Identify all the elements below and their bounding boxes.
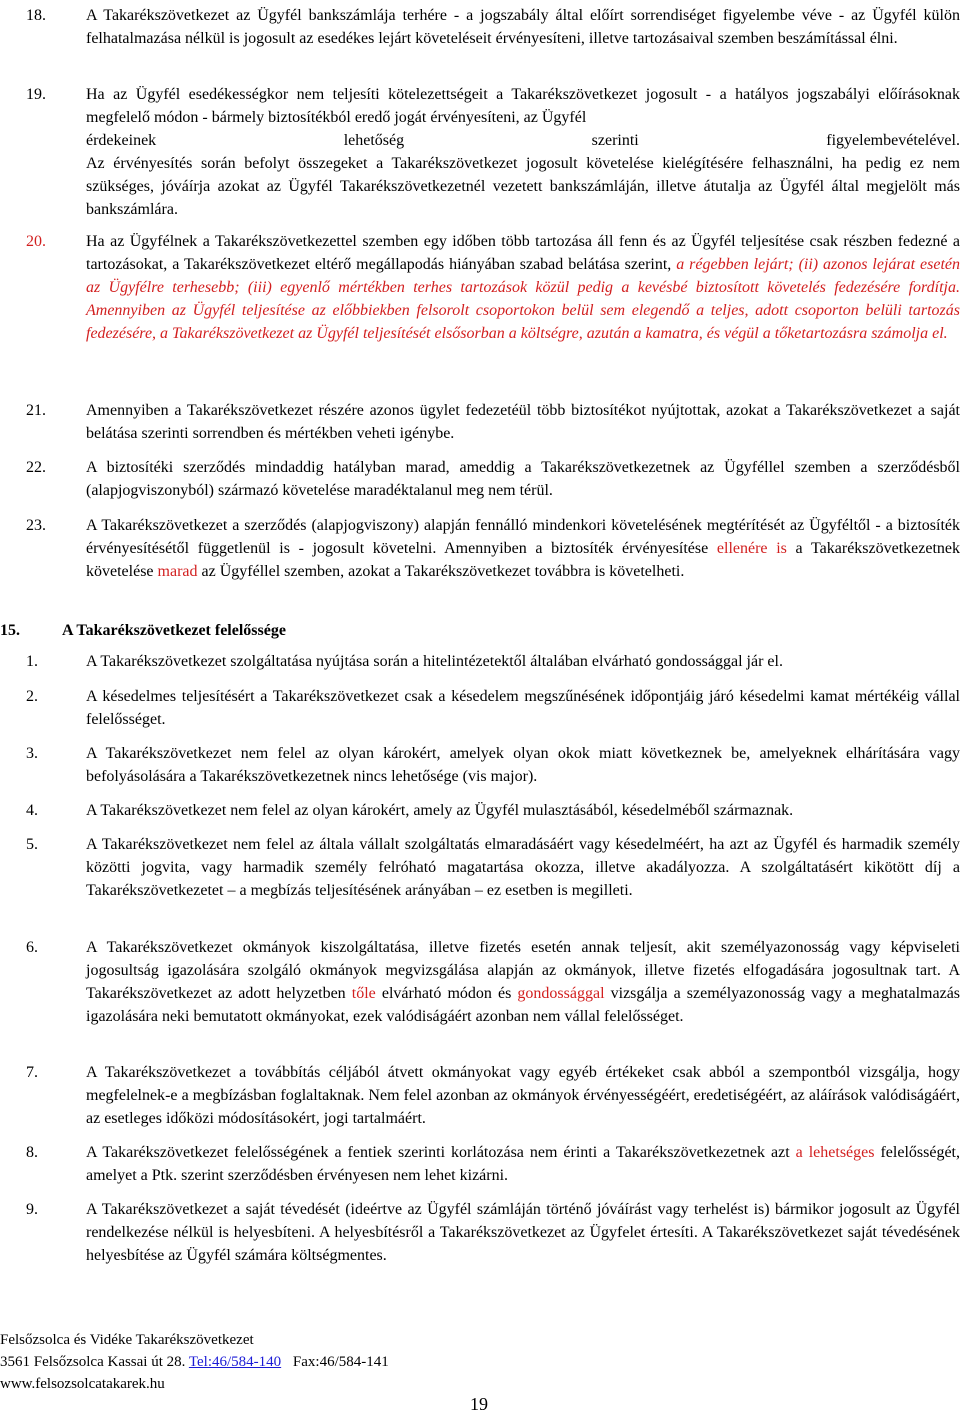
item-text: A Takarékszövetkezet a továbbítás céljából átvett okmányokat vagy egyéb értékeket csak abból a szempontból vizsgálja, hogy megfelelnek-e a megbízásban foglaltaknak. Nem felel azonban az okmányok érvényességéért, eredetiségéért, az aláírások valódiságáért, az esetleges időközi módosításokért, jogi tartalmáért. [86,1064,960,1127]
footer-web: www.felsozsolcatakarek.hu [0,1376,165,1392]
item-number: 19. [26,86,46,103]
item-number: 4. [26,802,38,819]
footer-contact [0,1352,389,1372]
page-number: 19 [470,1394,488,1414]
item-number: 1. [26,653,38,670]
section-title: A Takarékszövetkezet felelőssége [62,622,286,639]
item-number: 3. [26,745,38,762]
item-number: 8. [26,1144,38,1161]
justified-line: érdekeinek lehetőség szerinti figyelembevételével. [86,132,960,149]
item-text: A Takarékszövetkezet nem felel az olyan károkért, amely az Ügyfél mulasztásából, késedelméből származnak. [86,802,794,819]
item-text: A Takarékszövetkezet okmányok kiszolgáltatása, illetve fizetés esetén annak teljesít, akit személyazonosság vagy képviseleti jogosultság igazolására szolgáló okmányok megvizsgálása alapján az okmányok, illetve fizetés elfogadására jogosultnak tart. A Takarékszövetkezet az adott helyzetben tőle elvárható módon és gondossággal vizsgálja a személyazonosság vagy a meghatalmazás igazolására neki bemutatott okmányokat, ezek valódiságáért azonban nem vállal felelősséget. [86,939,960,1025]
item-number: 18. [26,7,46,24]
footer-tel-link[interactable]: Tel:46/584-140 [188,1354,282,1370]
footer-fax: Fax:46/584-141 [292,1354,389,1370]
item-text: A Takarékszövetkezet az Ügyfél bankszámlája terhére - a jogszabály által előírt sorrendiséget figyelembe véve - az Ügyfél külön felhatalmazása nélkül is jogosult az esedékes lejárt követeléseit érvényesíteni, illetve tartozásaival szemben beszámítással élni. [86,7,960,47]
item-text: A Takarékszövetkezet nem felel az olyan károkért, amelyek olyan okok miatt következnek be, amelyeknek elhárítására vagy befolyásolására a Takarékszövetkezetnek nincs lehetősége (vis major). [86,745,960,785]
item-text: A késedelmes teljesítésért a Takarékszövetkezet csak a késedelem megszűnésének időpontjáig járó késedelmi kamat mértékéig vállal felelősséget. [86,688,960,728]
item-text: A Takarékszövetkezet felelősségének a fentiek szerinti korlátozása nem érinti a Takarékszövetkezetnek azt a lehetséges felelősségét, amelyet a Ptk. szerint szerződésben érvényesen nem lehet kizárni. [86,1144,960,1184]
item-text: A biztosítéki szerződés mindaddig hatályban marad, ameddig a Takarékszövetkezetnek az Ügyféllel szemben a szerződésből (alapjogviszonyból) származó követelése maradéktalanul meg nem térül. [86,459,960,499]
item-number: 22. [26,459,46,476]
item-text: A Takarékszövetkezet a saját tévedését (ideértve az Ügyfél számláján történő jóváírást vagy terhelést is) bármikor jogosult az Ügyfél rendelkezése nélkül is helyesbíteni. A helyesbítésről a Takarékszövetkezet az Ügyfelet értesíti. A Takarékszövetkezet saját tévedésének helyesbítése az Ügyfél számára költségmentes. [86,1201,960,1264]
item-text: Ha az Ügyfél esedékességkor nem teljesíti kötelezettségeit a Takarékszövetkezet jogosult - a hatályos jogszabályi előírásoknak megfelelő módon - bármely biztosítékból eredő jogát érvényesíteni, az Ügyfél érdekeinek lehetőség szerinti figyelembevételével. Az érvényesítés során befolyt összegeket a Takarékszövetkezet jogosult követelése kielégítésére felhasználni, ha pedig ez nem szükséges, jóváírja azokat az Ügyfél Takarékszövetkezetnél vezetett bankszámláján, illetve átutalja az Ügyfél által megjelölt más bankszámlára. [86,86,960,218]
section-number: 15. [0,622,20,639]
item-number: 7. [26,1064,38,1081]
item-number: 23. [26,517,46,534]
item-number: 6. [26,939,38,956]
item-number: 5. [26,836,38,853]
item-text: Ha az Ügyfélnek a Takarékszövetkezettel szemben egy időben több tartozása áll fenn és az Ügyfél teljesítése csak részben fedezné a tartozásokat, a Takarékszövetkezet eltérő megállapodás hiányában szabad belátása szerint, a régebben lejárt; (ii) azonos lejárat esetén az Ügyfélre terhesebb; (iii) egyenlő mértékben terhes tartozások közül pedig a kevésbé biztosított követelés fedezésére fordítja. Amennyiben az Ügyfél teljesítése az előbbiekben felsorolt csoportokon belül sem elegendő a teljes, adott csoporton belüli tartozás fedezésére, a Takarékszövetkezet az Ügyfél teljesítését elsősorban a költségre, azután a kamatra, és végül a tőketartozásra számolja el. [86,233,960,342]
item-number: 21. [26,402,46,419]
item-number: 2. [26,688,38,705]
item-number: 9. [26,1201,38,1218]
item-text: A Takarékszövetkezet nem felel az általa vállalt szolgáltatás elmaradásáért vagy késedelméért, ha azt az Ügyfél és harmadik személy közötti jogvita, vagy harmadik személy felróható magatartása okozza, illetve akadályozza. A szolgáltatásért kikötött díj a Takarékszövetkezetet – a megbízás teljesítésének arányában – ez esetben is megilleti. [86,836,960,899]
item-text: Amennyiben a Takarékszövetkezet részére azonos ügylet fedezetéül több biztosítékot nyújtottak, azokat a Takarékszövetkezet a saját belátása szerinti sorrendben és mértékben veheti igénybe. [86,402,960,442]
item-number: 20. [26,233,46,250]
item-text: A Takarékszövetkezet a szerződés (alapjogviszony) alapján fennálló mindenkori követelésének megtérítését az Ügyféltől - a biztosíték érvényesítésétől függetlenül is - jogosult követelni. Amennyiben a biztosíték érvényesítése ellenére is a Takarékszövetkezetnek követelése marad az Ügyféllel szemben, azokat a Takarékszövetkezet továbbra is követelheti. [86,517,960,580]
footer-address: 3561 Felsőzsolca Kassai út 28. [0,1354,186,1370]
item-text: A Takarékszövetkezet szolgáltatása nyújtása során a hitelintézetektől általában elvárható gondossággal jár el. [86,653,783,670]
footer-org: Felsőzsolca és Vidéke Takarékszövetkezet [0,1332,254,1348]
